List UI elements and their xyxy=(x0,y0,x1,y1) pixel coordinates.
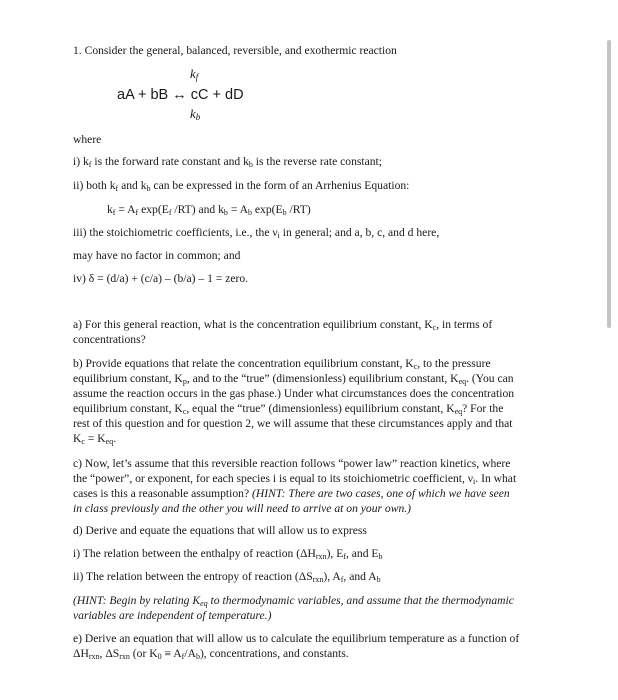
arrhenius-equation: $k_f = A_f$ $\exp(E_f$ /RT) and $k_b = A_b$ $\exp(E_b$ /RT) xyxy=(107,203,311,217)
part-d-line-1: d) Derive and equate the equations that will allow us to express xyxy=(73,524,367,537)
condition-iii: iii) the stoichiometric coefficients, i.e., the $\nu_i$ in general; and a, b, c, and d here, xyxy=(73,226,440,240)
question-intro: 1. Consider the general, balanced, reversible, and exothermic reaction xyxy=(73,44,397,57)
condition-ii: ii) both $k_f$ and $k_b$ can be expressed in the form of an Arrhenius Equation: xyxy=(73,179,410,193)
part-c-line-2: the “power”, or exponent, for each species i is equal to its stoichiometric coefficient, $\nu_i$. In what xyxy=(73,472,517,486)
reverse-rate-constant-label: $k_b$ xyxy=(190,106,201,122)
part-b-line-2: equilibrium constant, $K_p$, and to the “true” (dimensionless) equilibrium constant, $K_{eq}$. (You can xyxy=(73,372,514,386)
condition-iii-continued: may have no factor in common; and xyxy=(73,249,241,262)
part-c-line-1: c) Now, let’s assume that this reversible reaction follows “power law” reaction kinetics, where xyxy=(73,457,511,470)
reaction-equation: aA + bB ↔ cC + dD xyxy=(117,87,244,103)
part-c-line-4: in class previously and the other you will need to arrive at on your own.) xyxy=(73,502,411,515)
part-d-hint-line-2: variables are independent of temperature.) xyxy=(73,609,272,622)
scrollbar[interactable] xyxy=(607,40,611,328)
reversible-arrow-icon: ↔ xyxy=(172,87,187,103)
part-c-line-3: cases is this a reasonable assumption? (HINT: There are two cases, one of which we have seen xyxy=(73,487,510,500)
part-b-line-4: equilibrium constant, $K_c$, equal the “true” (dimensionless) equilibrium constant, $K_{eq}$? For the xyxy=(73,402,504,416)
part-e-line-2: $\Delta H_{rxn}$, $\Delta S_{rxn}$ (or $K_0 \equiv A_f/A_b$), concentrations, and constants. xyxy=(73,647,349,661)
part-e-line-1: e) Derive an equation that will allow us to calculate the equilibrium temperature as a function of xyxy=(73,632,520,645)
condition-iv: iv) δ = (d/a) + (c/a) – (b/a) – 1 = zero. xyxy=(73,272,249,285)
part-b-line-6: $K_c = K_{eq}$. xyxy=(73,432,117,446)
condition-i: i) $k_f$ is the forward rate constant and $k_b$ is the reverse rate constant; xyxy=(73,155,382,169)
part-d-item-ii: ii) The relation between the entropy of reaction $(\Delta S_{rxn})$, $A_f$, and $A_b$ xyxy=(73,570,381,584)
part-b-line-5: rest of this question and for question 2, we will assume that these circumstances apply and that xyxy=(73,417,513,430)
part-a-line-1: a) For this general reaction, what is the concentration equilibrium constant, $K_c$, in terms of xyxy=(73,318,493,332)
forward-rate-constant-label: $k_f$ xyxy=(190,66,199,82)
where-label: where xyxy=(73,133,102,146)
part-b-line-1: b) Provide equations that relate the concentration equilibrium constant, $K_c$, to the pressure xyxy=(73,357,491,371)
part-d-item-i: i) The relation between the enthalpy of reaction $(\Delta H_{rxn})$, $E_f$, and $E_b$ xyxy=(73,547,383,561)
part-d-hint-line-1: (HINT: Begin by relating $K_{eq}$ to thermodynamic variables, and assume that the thermodynamic xyxy=(73,594,514,608)
part-a-line-2: concentrations? xyxy=(73,333,146,346)
part-b-line-3: assume the reaction occurs in the gas phase.) Under what circumstances does the concentration xyxy=(73,387,515,400)
